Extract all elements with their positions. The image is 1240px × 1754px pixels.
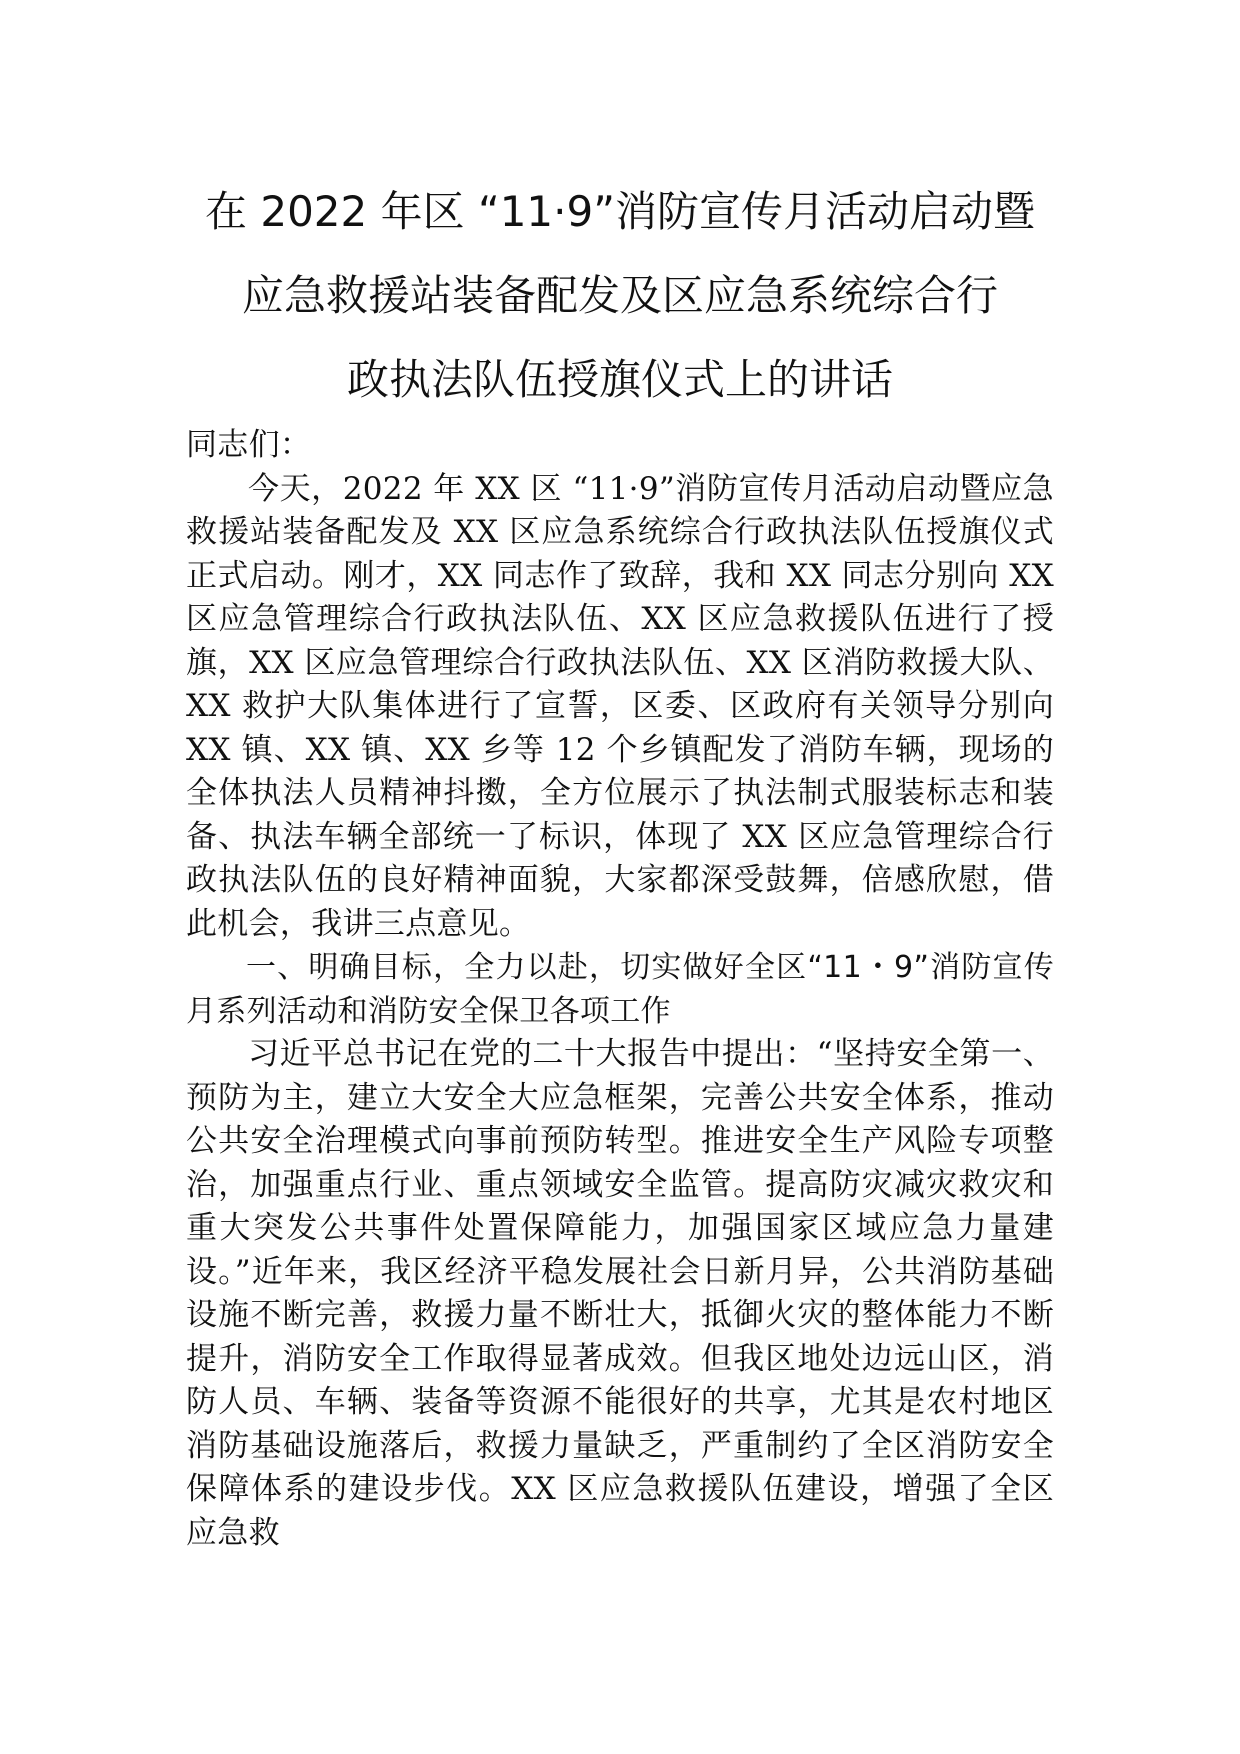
title-line-3: 政执法队伍授旗仪式上的讲话 <box>346 355 893 404</box>
title-line-2: 应急救援站装备配发及区应急系统综合行 <box>241 271 998 320</box>
document-title <box>186 170 1054 422</box>
title-line-1: 在 2022 年区 “11·9”消防宣传月活动启动暨 <box>205 187 1035 236</box>
paragraph-opening: 今天，2022 年 XX 区 “11·9”消防宣传月活动启动暨应急救援站装备配发及 XX 区应急系统综合行政执法队伍授旗仪式正式启动。刚才，XX 同志作了致辞，我和 XX 同志分别向 XX 区应急管理综合行政执法队伍、XX 区应急救援队伍进行了授旗，XX 区应急管理综合行政执法队伍、XX 区消防救援大队、XX 救护大队集体进行了宣誓，区委、区政府有关领导分别向 XX 镇、XX 镇、XX 乡等 12 个乡镇配发了消防车辆，现场的全体执法人员精神抖擞，全方位展示了执法制式服装标志和装备、执法车辆全部统一了标识，体现了 XX 区应急管理综合行政执法队伍的良好精神面貌，大家都深受鼓舞，倍感欣慰，借此机会，我讲三点意见。 <box>186 470 1054 942</box>
document-body <box>186 424 1054 1555</box>
section-heading-1: 一、明确目标，全力以赴，切实做好全区“11・9”消防宣传月系列活动和消防安全保卫各项工作 <box>186 950 1054 1029</box>
salutation: 同志们： <box>186 427 312 463</box>
paragraph-section-1: 习近平总书记在党的二十大报告中提出：“坚持安全第一、预防为主，建立大安全大应急框架，完善公共安全体系，推动公共安全治理模式向事前预防转型。推进安全生产风险专项整治，加强重点行业、重点领域安全监管。提高防灾减灾救灾和重大突发公共事件处置保障能力，加强国家区域应急力量建设。”近年来，我区经济平稳发展社会日新月异，公共消防基础设施不断完善，救援力量不断壮大，抵御火灾的整体能力不断提升，消防安全工作取得显著成效。但我区地处边远山区，消防人员、车辆、装备等资源不能很好的共享，尤其是农村地区消防基础设施落后，救援力量缺乏，严重制约了全区消防安全保障体系的建设步伐。XX 区应急救援队伍建设，增强了全区应急救 <box>186 1036 1054 1551</box>
